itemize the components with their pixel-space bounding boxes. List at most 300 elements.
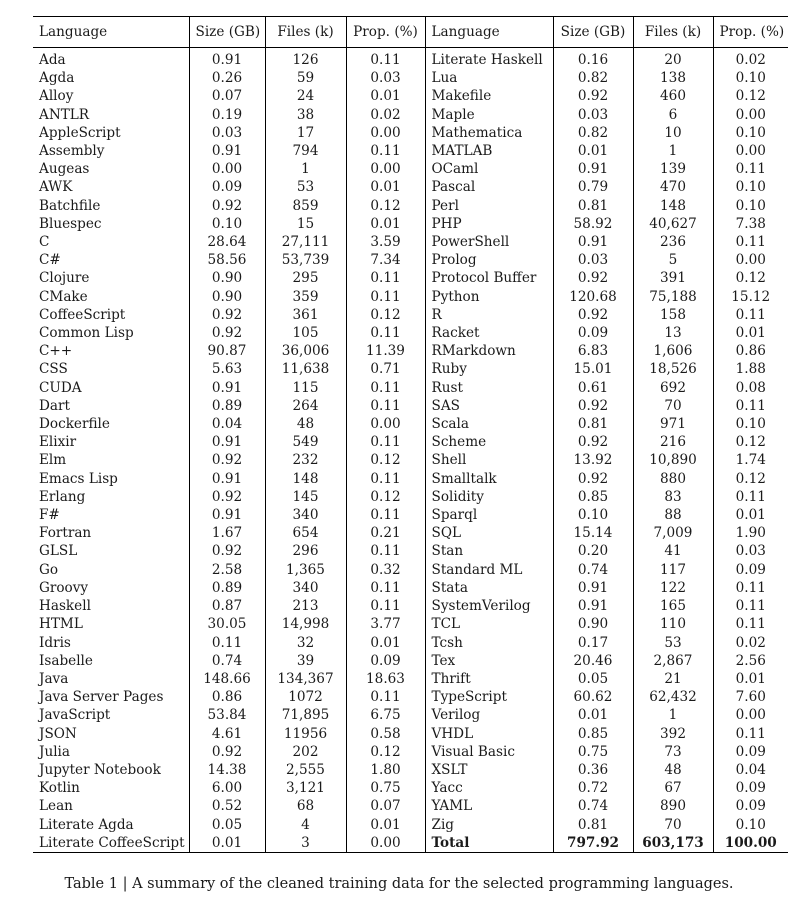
prop-pct-cell: 0.11 [735,616,766,633]
files-k-cell: 4 [265,816,346,834]
prop-pct-cell: 3.77 [346,615,425,633]
prop-pct-cell: 7.60 [735,689,766,706]
size-gb-cell: 1.67 [189,524,265,542]
language-cell: Scheme [425,433,553,451]
size-gb-cell: 0.17 [553,634,633,652]
language-cell: Emacs Lisp [33,470,189,488]
prop-pct-cell: 7.38 [735,215,766,232]
language-cell: Fortran [33,524,189,542]
language-cell: Java Server Pages [33,688,189,706]
size-gb-cell: 4.61 [189,725,265,743]
files-k-cell: 165 [633,597,713,615]
table-row [33,615,788,633]
size-gb-cell: 13.92 [553,451,633,469]
size-gb-cell: 0.92 [553,470,633,488]
files-k-cell: 1 [633,706,713,724]
header-files-left: Files (k) [265,17,346,48]
table-row [33,160,788,178]
size-gb-cell: 90.87 [189,342,265,360]
files-k-cell: 470 [633,178,713,196]
language-cell: C [33,233,189,251]
prop-pct-cell: 0.11 [346,542,425,560]
prop-pct-cell: 0.01 [735,507,766,524]
files-k-cell: 73 [633,743,713,761]
prop-pct-cell: 0.11 [735,397,766,414]
files-k-cell: 549 [265,433,346,451]
size-gb-cell: 0.85 [553,488,633,506]
prop-pct-cell: 0.32 [346,561,425,579]
prop-pct-cell: 0.11 [735,725,766,742]
size-gb-cell: 0.04 [189,415,265,433]
table-body [33,48,788,853]
language-cell: SystemVerilog [425,597,553,615]
size-gb-cell: 0.92 [553,87,633,105]
table-row [33,688,788,706]
files-k-cell: 361 [265,306,346,324]
files-k-cell: 340 [265,506,346,524]
prop-pct-cell: 0.11 [346,142,425,160]
prop-pct-cell: 0.12 [346,743,425,761]
size-gb-cell: 6.00 [189,779,265,797]
header-size-right: Size (GB) [553,17,633,48]
prop-pct-cell: 0.11 [735,306,766,323]
prop-pct-cell: 0.12 [735,434,766,451]
prop-pct-cell: 2.56 [735,652,766,669]
files-k-cell: 1072 [265,688,346,706]
size-gb-cell: 0.87 [189,597,265,615]
language-cell: TCL [425,615,553,633]
language-cell: SQL [425,524,553,542]
size-gb-cell: 0.09 [553,324,633,342]
prop-pct-cell: 0.11 [346,433,425,451]
prop-pct-cell: 0.04 [735,761,766,778]
language-cell: Batchfile [33,197,189,215]
language-cell: C# [33,251,189,269]
size-gb-cell: 0.92 [189,451,265,469]
prop-pct-cell: 0.01 [346,634,425,652]
language-cell: CUDA [33,379,189,397]
prop-pct-cell: 0.11 [346,288,425,306]
table-row [33,269,788,287]
files-k-cell: 24 [265,87,346,105]
language-cell: VHDL [425,725,553,743]
files-k-cell: 654 [265,524,346,542]
language-cell: PowerShell [425,233,553,251]
table-row [33,597,788,615]
prop-pct-cell: 0.11 [346,597,425,615]
files-k-cell: 62,432 [633,688,713,706]
header-files-right: Files (k) [633,17,713,48]
files-k-cell: 32 [265,634,346,652]
prop-pct-cell: 0.11 [735,234,766,251]
table-header-row [33,17,788,48]
table-row [33,834,788,853]
size-gb-cell: 0.90 [189,269,265,287]
table-row [33,725,788,743]
prop-pct-cell: 11.39 [346,342,425,360]
size-gb-cell: 0.82 [553,69,633,87]
size-gb-cell: 0.16 [553,48,633,70]
language-cell: Solidity [425,488,553,506]
files-k-cell: 110 [633,615,713,633]
prop-pct-cell: 0.11 [346,579,425,597]
files-k-cell: 41 [633,542,713,560]
files-k-cell: 202 [265,743,346,761]
language-cell: PHP [425,215,553,233]
language-cell: JavaScript [33,706,189,724]
prop-pct-cell: 0.11 [346,48,425,70]
size-gb-cell: 0.01 [189,834,265,853]
size-gb-cell: 0.61 [553,379,633,397]
prop-pct-cell: 1.74 [735,452,766,469]
prop-pct-cell: 0.08 [735,379,766,396]
files-k-cell: 53 [633,634,713,652]
language-cell: Julia [33,743,189,761]
language-cell: Dockerfile [33,415,189,433]
table-row [33,69,788,87]
language-cell: Java [33,670,189,688]
language-cell: Bluespec [33,215,189,233]
files-k-cell: 59 [265,69,346,87]
size-gb-cell: 0.01 [553,706,633,724]
language-cell: Dart [33,397,189,415]
table-row [33,251,788,269]
size-gb-cell: 2.58 [189,561,265,579]
language-cell: Go [33,561,189,579]
prop-pct-cell: 0.10 [735,179,766,196]
language-cell: Elm [33,451,189,469]
size-gb-cell: 0.91 [553,160,633,178]
size-gb-cell: 120.68 [553,288,633,306]
size-gb-cell: 0.11 [189,634,265,652]
table-row [33,433,788,451]
prop-pct-cell: 0.12 [346,197,425,215]
size-gb-cell: 6.83 [553,342,633,360]
size-gb-cell: 0.10 [189,215,265,233]
prop-pct-cell: 0.09 [735,561,766,578]
size-gb-cell: 58.56 [189,251,265,269]
size-gb-cell: 0.20 [553,542,633,560]
table-row [33,670,788,688]
table-row [33,470,788,488]
table-row [33,142,788,160]
size-gb-cell: 0.26 [189,69,265,87]
files-k-cell: 340 [265,579,346,597]
files-k-cell: 71,895 [265,706,346,724]
table-row [33,451,788,469]
language-cell: Augeas [33,160,189,178]
size-gb-cell: 0.79 [553,178,633,196]
size-gb-cell: 0.74 [553,561,633,579]
files-k-cell: 890 [633,797,713,815]
files-k-cell: 10,890 [633,451,713,469]
size-gb-cell: 0.81 [553,415,633,433]
prop-pct-cell: 0.01 [346,816,425,834]
size-gb-cell: 0.52 [189,797,265,815]
table-row [33,415,788,433]
prop-pct-cell: 0.03 [735,543,766,560]
files-k-cell: 692 [633,379,713,397]
header-language-right: Language [425,17,553,48]
language-cell: ANTLR [33,106,189,124]
prop-pct-cell: 15.12 [731,288,771,305]
table-row [33,106,788,124]
files-k-cell: 138 [633,69,713,87]
size-gb-cell: 0.03 [553,251,633,269]
size-gb-cell: 0.92 [189,306,265,324]
files-k-cell: 971 [633,415,713,433]
prop-pct-cell: 0.12 [735,88,766,105]
language-cell: Pascal [425,178,553,196]
prop-pct-cell: 0.11 [735,579,766,596]
language-cell: Protocol Buffer [425,269,553,287]
files-k-cell: 1 [265,160,346,178]
language-cell: Agda [33,69,189,87]
size-gb-cell: 148.66 [189,670,265,688]
files-k-cell: 11,638 [265,360,346,378]
files-k-cell: 859 [265,197,346,215]
prop-pct-cell: 1.90 [735,525,766,542]
total-prop-pct-cell: 100.00 [724,834,777,851]
size-gb-cell: 0.75 [553,743,633,761]
prop-pct-cell: 0.11 [346,269,425,287]
language-cell: Shell [425,451,553,469]
language-cell: HTML [33,615,189,633]
language-cell: OCaml [425,160,553,178]
files-k-cell: 117 [633,561,713,579]
size-gb-cell: 0.03 [553,106,633,124]
prop-pct-cell: 0.12 [346,306,425,324]
prop-pct-cell: 0.01 [735,670,766,687]
files-k-cell: 11956 [265,725,346,743]
size-gb-cell: 0.91 [553,233,633,251]
language-cell: Clojure [33,269,189,287]
files-k-cell: 6 [633,106,713,124]
size-gb-cell: 60.62 [553,688,633,706]
size-gb-cell: 0.92 [553,397,633,415]
language-cell: Zig [425,816,553,834]
size-gb-cell: 0.10 [553,506,633,524]
language-cell: Literate Agda [33,816,189,834]
size-gb-cell: 0.91 [189,506,265,524]
header-prop-right: Prop. (%) [713,17,788,48]
language-cell: Perl [425,197,553,215]
size-gb-cell: 0.09 [189,178,265,196]
prop-pct-cell: 0.01 [735,325,766,342]
language-cell: Idris [33,634,189,652]
size-gb-cell: 0.85 [553,725,633,743]
table-container [33,16,788,853]
size-gb-cell: 0.92 [553,433,633,451]
table-row [33,706,788,724]
size-gb-cell: 0.74 [553,797,633,815]
prop-pct-cell: 7.34 [346,251,425,269]
prop-pct-cell: 0.11 [346,397,425,415]
prop-pct-cell: 0.09 [346,652,425,670]
prop-pct-cell: 0.11 [735,598,766,615]
files-k-cell: 5 [633,251,713,269]
files-k-cell: 264 [265,397,346,415]
language-cell: Erlang [33,488,189,506]
prop-pct-cell: 0.11 [735,488,766,505]
language-cell: YAML [425,797,553,815]
prop-pct-cell: 0.10 [735,124,766,141]
files-k-cell: 53,739 [265,251,346,269]
prop-pct-cell: 1.80 [346,761,425,779]
table-row [33,743,788,761]
table-row [33,524,788,542]
prop-pct-cell: 0.75 [346,779,425,797]
size-gb-cell: 58.92 [553,215,633,233]
size-gb-cell: 0.07 [189,87,265,105]
prop-pct-cell: 0.09 [735,798,766,815]
language-cell: Common Lisp [33,324,189,342]
table-row [33,197,788,215]
files-k-cell: 2,555 [265,761,346,779]
prop-pct-cell: 0.71 [346,360,425,378]
language-cell: SAS [425,397,553,415]
files-k-cell: 145 [265,488,346,506]
size-gb-cell: 0.92 [189,542,265,560]
prop-pct-cell: 0.01 [346,87,425,105]
files-k-cell: 296 [265,542,346,560]
language-cell: Assembly [33,142,189,160]
language-cell: Mathematica [425,124,553,142]
language-cell: Sparql [425,506,553,524]
files-k-cell: 68 [265,797,346,815]
total-files-k-cell: 603,173 [633,834,713,853]
language-cell: Stan [425,542,553,560]
table-row [33,397,788,415]
prop-pct-cell: 1.88 [735,361,766,378]
prop-pct-cell: 0.00 [735,143,766,160]
prop-pct-cell: 6.75 [346,706,425,724]
files-k-cell: 13 [633,324,713,342]
prop-pct-cell: 0.00 [346,834,425,853]
table-row [33,761,788,779]
language-cell: Visual Basic [425,743,553,761]
files-k-cell: 232 [265,451,346,469]
prop-pct-cell: 0.00 [735,252,766,269]
prop-pct-cell: 0.09 [735,743,766,760]
files-k-cell: 17 [265,124,346,142]
language-cell: JSON [33,725,189,743]
language-cell: XSLT [425,761,553,779]
prop-pct-cell: 0.11 [346,470,425,488]
prop-pct-cell: 0.11 [346,506,425,524]
language-cell: Groovy [33,579,189,597]
prop-pct-cell: 0.09 [735,780,766,797]
language-cell: Stata [425,579,553,597]
language-cell: Thrift [425,670,553,688]
files-k-cell: 139 [633,160,713,178]
size-gb-cell: 0.92 [189,197,265,215]
table-row [33,379,788,397]
prop-pct-cell: 0.11 [346,324,425,342]
table-row [33,488,788,506]
files-k-cell: 39 [265,652,346,670]
size-gb-cell: 0.91 [189,470,265,488]
size-gb-cell: 0.05 [189,816,265,834]
size-gb-cell: 0.86 [189,688,265,706]
header-prop-left: Prop. (%) [346,17,425,48]
size-gb-cell: 0.91 [189,433,265,451]
files-k-cell: 236 [633,233,713,251]
table-row [33,816,788,834]
files-k-cell: 1 [633,142,713,160]
files-k-cell: 115 [265,379,346,397]
files-k-cell: 122 [633,579,713,597]
size-gb-cell: 20.46 [553,652,633,670]
table-row [33,48,788,70]
files-k-cell: 148 [265,470,346,488]
prop-pct-cell: 0.11 [346,379,425,397]
files-k-cell: 1,365 [265,561,346,579]
size-gb-cell: 0.81 [553,197,633,215]
size-gb-cell: 0.89 [189,397,265,415]
table-row [33,797,788,815]
table-row [33,178,788,196]
table-row [33,579,788,597]
files-k-cell: 213 [265,597,346,615]
files-k-cell: 83 [633,488,713,506]
language-cell: Kotlin [33,779,189,797]
language-cell: CoffeeScript [33,306,189,324]
size-gb-cell: 15.01 [553,360,633,378]
prop-pct-cell: 0.12 [735,270,766,287]
files-k-cell: 216 [633,433,713,451]
files-k-cell: 70 [633,397,713,415]
files-k-cell: 21 [633,670,713,688]
language-cell: Yacc [425,779,553,797]
language-cell: Tcsh [425,634,553,652]
language-summary-table [33,16,788,853]
files-k-cell: 105 [265,324,346,342]
prop-pct-cell: 0.10 [735,416,766,433]
prop-pct-cell: 0.10 [735,816,766,833]
size-gb-cell: 0.36 [553,761,633,779]
files-k-cell: 460 [633,87,713,105]
size-gb-cell: 0.91 [553,579,633,597]
table-row [33,542,788,560]
prop-pct-cell: 0.02 [346,106,425,124]
language-cell: TypeScript [425,688,553,706]
language-cell: Standard ML [425,561,553,579]
table-row [33,342,788,360]
language-cell: Ada [33,48,189,70]
size-gb-cell: 5.63 [189,360,265,378]
files-k-cell: 48 [633,761,713,779]
language-cell: Smalltalk [425,470,553,488]
table-row [33,506,788,524]
files-k-cell: 126 [265,48,346,70]
table-row [33,324,788,342]
language-cell: Lean [33,797,189,815]
prop-pct-cell: 0.00 [735,106,766,123]
size-gb-cell: 0.89 [189,579,265,597]
size-gb-cell: 0.03 [189,124,265,142]
language-cell: Maple [425,106,553,124]
language-cell: C++ [33,342,189,360]
language-cell: AppleScript [33,124,189,142]
files-k-cell: 20 [633,48,713,70]
size-gb-cell: 0.91 [189,48,265,70]
language-cell: Jupyter Notebook [33,761,189,779]
prop-pct-cell: 0.58 [346,725,425,743]
size-gb-cell: 0.81 [553,816,633,834]
size-gb-cell: 14.38 [189,761,265,779]
files-k-cell: 158 [633,306,713,324]
